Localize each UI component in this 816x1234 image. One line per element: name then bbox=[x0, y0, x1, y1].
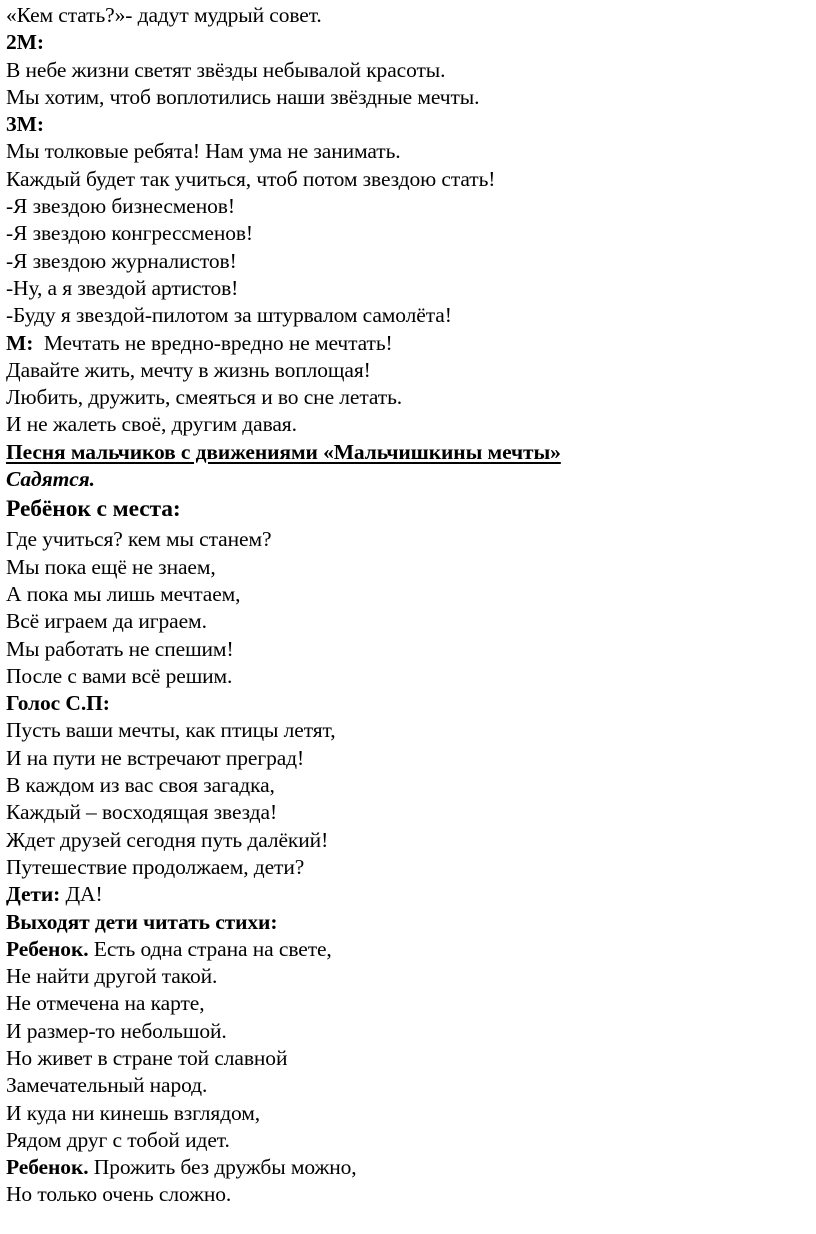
text-line: Рядом друг с тобой идет. bbox=[6, 1127, 230, 1152]
text-line: Путешествие продолжаем, дети? bbox=[6, 854, 305, 879]
text-line: Всё играем да играем. bbox=[6, 609, 207, 634]
text-line: Давайте жить, мечту в жизнь воплощая! bbox=[6, 357, 371, 382]
text-line: Мы толковые ребята! Нам ума не занимать. bbox=[6, 139, 401, 164]
text-line: -Ну, а я звездой артистов! bbox=[6, 275, 239, 300]
speaker-heading: 2М: bbox=[6, 30, 44, 55]
text-line: Каждый – восходящая звезда! bbox=[6, 800, 278, 825]
text-line: Мы пока ещё не знаем, bbox=[6, 554, 216, 579]
text-line: Замечательный народ. bbox=[6, 1073, 208, 1098]
text-line: Но живет в стране той славной bbox=[6, 1045, 288, 1070]
text-line: «Кем стать?»- дадут мудрый совет. bbox=[6, 3, 322, 27]
text-line: В небе жизни светят звёзды небывалой красоты. bbox=[6, 57, 446, 82]
text-line: В каждом из вас своя загадка, bbox=[6, 773, 275, 798]
speaker-line: Ребенок. Есть одна страна на свете, bbox=[6, 936, 332, 961]
text-line: -Я звездою бизнесменов! bbox=[6, 194, 235, 219]
text-line: -Я звездою журналистов! bbox=[6, 248, 237, 273]
text-line: -Я звездою конгрессменов! bbox=[6, 221, 253, 246]
text-line: Не найти другой такой. bbox=[6, 964, 218, 989]
text-line: Но только очень сложно. bbox=[6, 1182, 232, 1207]
speaker-line: М: Мечтать не вредно-вредно не мечтать! bbox=[6, 330, 393, 355]
section-heading: Ребёнок с места: bbox=[6, 496, 181, 523]
text-line: Ждет друзей сегодня путь далёкий! bbox=[6, 827, 329, 852]
text-line: И размер-то небольшой. bbox=[6, 1018, 227, 1043]
text-line: И на пути не встречают преград! bbox=[6, 745, 305, 770]
song-heading: Песня мальчиков с движениями «Мальчишкины мечты» bbox=[6, 439, 561, 464]
speaker-line: Дети: ДА! bbox=[6, 882, 103, 907]
text-line: Где учиться? кем мы станем? bbox=[6, 527, 272, 552]
text-line: -Буду я звездой-пилотом за штурвалом самолёта! bbox=[6, 303, 452, 328]
text-line: И куда ни кинешь взглядом, bbox=[6, 1100, 261, 1125]
text-line: А пока мы лишь мечтаем, bbox=[6, 581, 241, 606]
stage-direction: Выходят дети читать стихи: bbox=[6, 909, 278, 934]
text-line: После с вами всё решим. bbox=[6, 663, 233, 688]
text-line: Мы работать не спешим! bbox=[6, 636, 234, 661]
speaker-heading: Голос С.П: bbox=[6, 691, 110, 716]
text-line: Каждый будет так учиться, чтоб потом звездою стать! bbox=[6, 166, 496, 191]
text-line: Любить, дружить, смеяться и во сне летать. bbox=[6, 385, 403, 410]
speaker-heading: 3М: bbox=[6, 112, 44, 137]
speaker-line: Ребенок. Прожить без дружбы можно, bbox=[6, 1155, 357, 1180]
text-line: Мы хотим, чтоб воплотились наши звёздные мечты. bbox=[6, 84, 480, 109]
stage-direction: Садятся. bbox=[6, 467, 95, 492]
text-line: Не отмечена на карте, bbox=[6, 991, 205, 1016]
document-page bbox=[6, 2, 812, 1209]
text-line: И не жалеть своё, другим давая. bbox=[6, 412, 297, 437]
text-line: Пусть ваши мечты, как птицы летят, bbox=[6, 718, 336, 743]
